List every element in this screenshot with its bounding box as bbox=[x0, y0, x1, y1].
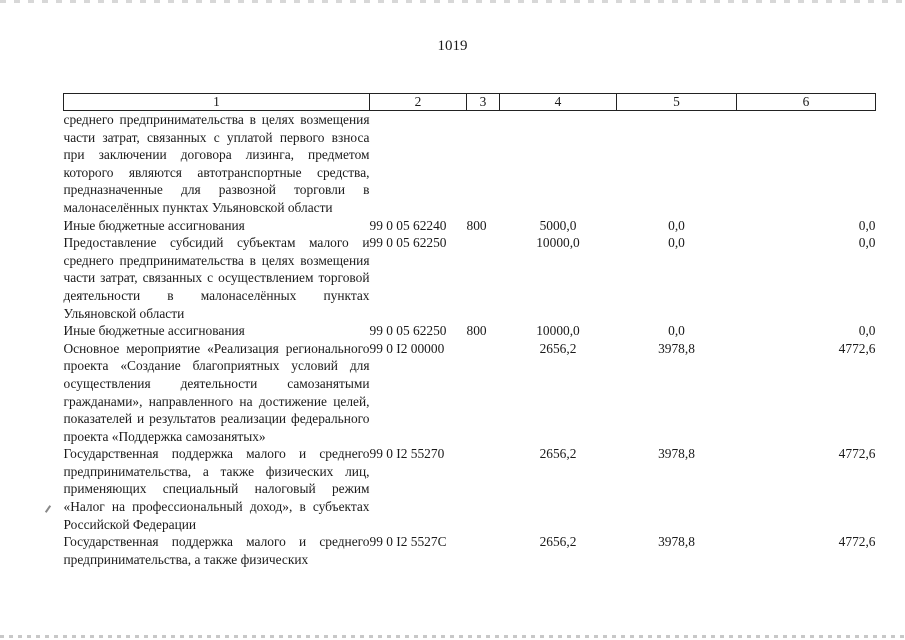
row-amount-col4: 2656,2 bbox=[539, 340, 577, 356]
row-amount-col5: 3978,8 bbox=[658, 446, 695, 462]
table-row bbox=[64, 111, 876, 217]
row-amount-col4: 2656,2 bbox=[539, 534, 577, 550]
column-header-2: 2 bbox=[370, 94, 467, 111]
row-description: Предоставление субсидий субъектам малого и среднего предпринимательства в целях возмещения части затрат, связанных с осуществлением торговой деятельности в малонаселённых пунктах Ульяновской области bbox=[63, 235, 370, 321]
table-row bbox=[64, 217, 876, 235]
table-row bbox=[64, 234, 876, 322]
row-target-code: 99 0 I2 00000 bbox=[369, 340, 445, 356]
row-amount-col4 bbox=[500, 111, 617, 217]
row-description: среднего предпринимательства в целях возмещения части затрат, связанных с уплатой первого взноса при заключении договора лизинга, предметом которого являются автотранспортные средства, предназначенные для развозной торговли в малонаселённых пунктах Ульяновской области bbox=[63, 112, 370, 215]
row-target-code: 99 0 I2 5527C bbox=[369, 534, 447, 550]
row-amount-col6: 4772,6 bbox=[838, 534, 876, 550]
row-expense-type: 800 bbox=[466, 323, 487, 339]
row-amount-col4: 10000,0 bbox=[536, 235, 580, 251]
scan-artifact-top bbox=[0, 0, 905, 3]
row-expense-type bbox=[467, 533, 500, 568]
row-amount-col6: 0,0 bbox=[858, 217, 876, 233]
column-header-4: 4 bbox=[500, 94, 617, 111]
scan-artifact-mark bbox=[45, 505, 51, 513]
row-description: Основное мероприятие «Реализация регионального проекта «Создание благоприятных условий для осуществления деятельности самозанятыми гражданами», направленного на достижение целей, показателей и результатов реализации федерального проекта «Поддержка самозанятых» bbox=[63, 340, 370, 444]
column-number-row bbox=[64, 94, 876, 111]
row-target-code: 99 0 05 62250 bbox=[369, 235, 447, 251]
row-amount-col5 bbox=[617, 111, 737, 217]
row-amount-col4: 2656,2 bbox=[539, 446, 577, 462]
column-header-6: 6 bbox=[737, 94, 876, 111]
column-header-1: 1 bbox=[64, 94, 370, 111]
row-description: Государственная поддержка малого и среднего предпринимательства, а также физических лиц, применяющих специальный налоговый режим «Налог на профессиональный доход», в субъектах Российской Федерации bbox=[63, 446, 370, 532]
column-header-5: 5 bbox=[617, 94, 737, 111]
scan-artifact-bottom bbox=[0, 635, 905, 638]
row-target-code: 99 0 I2 55270 bbox=[369, 446, 445, 462]
table-row bbox=[64, 322, 876, 340]
row-description: Государственная поддержка малого и среднего предпринимательства, а также физических bbox=[63, 534, 370, 567]
row-expense-type: 800 bbox=[466, 217, 487, 233]
row-amount-col6: 4772,6 bbox=[838, 446, 876, 462]
table-header bbox=[64, 94, 876, 111]
row-description: Иные бюджетные ассигнования bbox=[63, 323, 245, 339]
table-row bbox=[64, 533, 876, 568]
table-row bbox=[64, 445, 876, 533]
table-row bbox=[64, 340, 876, 446]
table-body bbox=[64, 111, 876, 569]
page-number: 1019 bbox=[437, 38, 468, 54]
row-amount-col6: 0,0 bbox=[858, 323, 876, 339]
row-amount-col5: 3978,8 bbox=[658, 534, 695, 550]
row-amount-col5: 0,0 bbox=[668, 217, 685, 233]
row-expense-type bbox=[467, 111, 500, 217]
row-amount-col5: 0,0 bbox=[668, 323, 685, 339]
budget-table bbox=[63, 93, 876, 568]
row-amount-col6 bbox=[737, 111, 876, 217]
column-header-3: 3 bbox=[467, 94, 500, 111]
row-expense-type bbox=[467, 445, 500, 533]
row-amount-col5: 3978,8 bbox=[658, 340, 695, 356]
row-amount-col4: 10000,0 bbox=[536, 323, 580, 339]
row-expense-type bbox=[467, 234, 500, 322]
row-target-code bbox=[370, 111, 467, 217]
row-description: Иные бюджетные ассигнования bbox=[63, 217, 245, 233]
row-amount-col6: 4772,6 bbox=[838, 340, 876, 356]
row-amount-col5: 0,0 bbox=[668, 235, 685, 251]
row-expense-type bbox=[467, 340, 500, 446]
row-target-code: 99 0 05 62250 bbox=[369, 323, 447, 339]
row-amount-col4: 5000,0 bbox=[539, 217, 577, 233]
row-amount-col6: 0,0 bbox=[858, 235, 876, 251]
row-target-code: 99 0 05 62240 bbox=[369, 217, 447, 233]
